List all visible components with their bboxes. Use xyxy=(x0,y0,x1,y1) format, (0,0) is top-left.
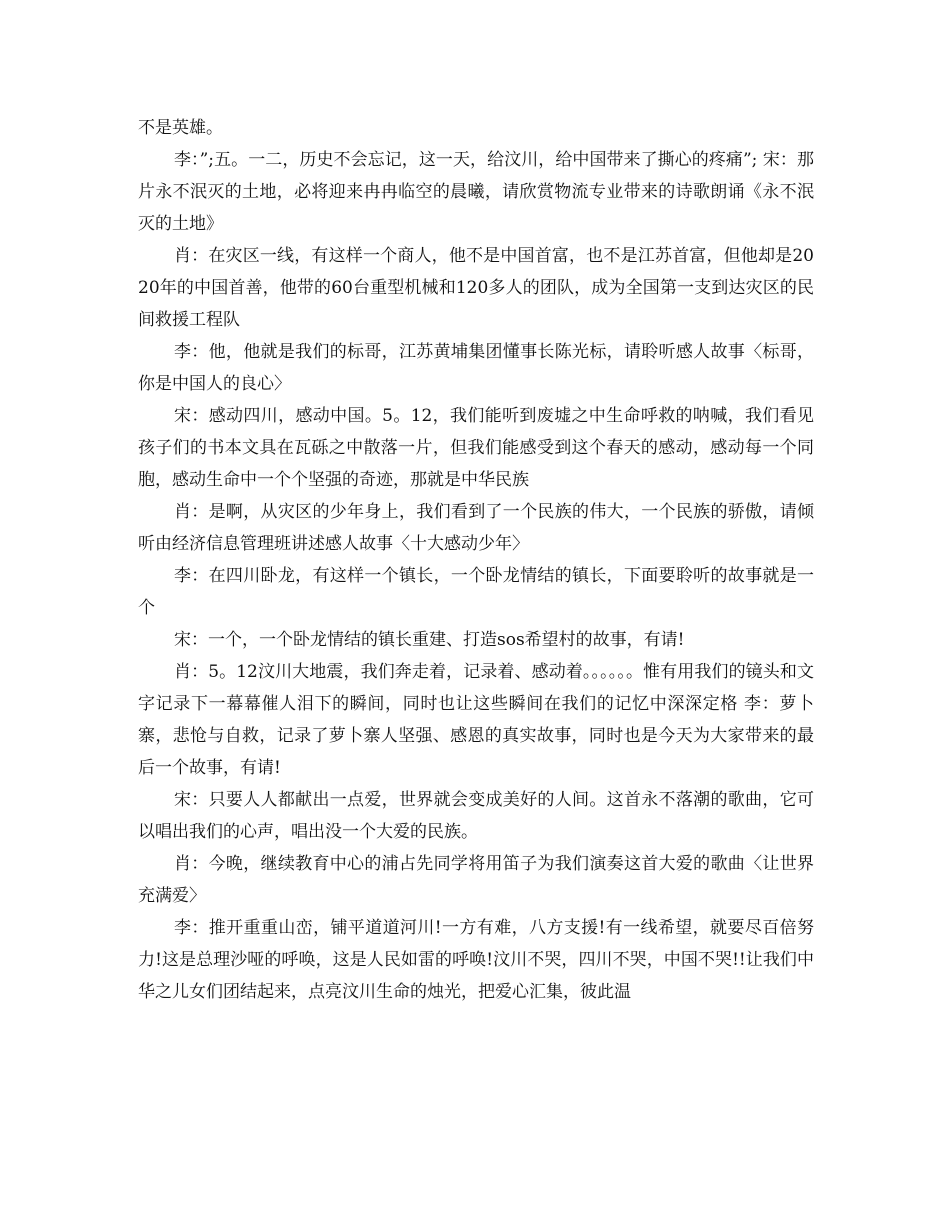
paragraph-11: 肖：今晚，继续教育中心的浦占先同学将用笛子为我们演奏这首大爱的歌曲〈让世界充满爱〉 xyxy=(138,854,814,906)
paragraph-12: 李：推开重重山峦，铺平道道河川!一方有难，八方支援!有一线希望，就要尽百倍努力!这是总理沙哑的呼唤，这是人民如雷的呼唤!汶川不哭，四川不哭，中国不哭!!让我们中华之儿女们团结起来，点亮汶川生命的烛光，把爱心汇集，彼此温 xyxy=(138,918,814,1002)
paragraph-9: 肖：5。12汶川大地震，我们奔走着，记录着、感动着。。。。。。惟有用我们的镜头和文字记录下一幕幕催人泪下的瞬间，同时也让这些瞬间在我们的记忆中深深定格 李：萝卜寨，悲怆与自救，记录了萝卜寨人坚强、感恩的真实故事，同时也是今天为大家带来的最后一个故事，有请! xyxy=(138,662,814,778)
paragraph-7: 李：在四川卧龙，有这样一个镇长，一个卧龙情结的镇长，下面要聆听的故事就是一个 xyxy=(138,566,814,618)
paragraph-4: 李：他，他就是我们的标哥，江苏黄埔集团懂事长陈光标，请聆听感人故事〈标哥，你是中国人的良心〉 xyxy=(138,342,814,394)
paragraph-10: 宋：只要人人都献出一点爱，世界就会变成美好的人间。这首永不落潮的歌曲，它可以唱出我们的心声，唱出没一个大爱的民族。 xyxy=(138,790,814,842)
paragraph-1: 不是英雄。 xyxy=(138,118,223,138)
paragraph-3: 肖：在灾区一线，有这样一个商人，他不是中国首富，也不是江苏首富，但他却是2020年的中国首善，他带的60台重型机械和120多人的团队，成为全国第一支到达灾区的民间救援工程队 xyxy=(138,246,814,330)
document-page xyxy=(138,112,814,1008)
paragraph-5: 宋：感动四川，感动中国。5。12，我们能听到废墟之中生命呼救的呐喊，我们看见孩子们的书本文具在瓦砾之中散落一片，但我们能感受到这个春天的感动，感动每一个同胞，感动生命中一个个坚强的奇迹，那就是中华民族 xyxy=(138,406,814,490)
paragraph-2: 李：”;五。一二，历史不会忘记，这一天，给汶川，给中国带来了撕心的疼痛”; 宋：那片永不泯灭的土地，必将迎来冉冉临空的晨曦，请欣赏物流专业带来的诗歌朗诵《永不泯灭的土地》 xyxy=(138,150,814,234)
paragraph-8: 宋：一个，一个卧龙情结的镇长重建、打造sos希望村的故事，有请! xyxy=(174,630,685,650)
paragraph-6: 肖：是啊，从灾区的少年身上，我们看到了一个民族的伟大，一个民族的骄傲，请倾听由经济信息管理班讲述感人故事〈十大感动少年〉 xyxy=(138,502,814,554)
